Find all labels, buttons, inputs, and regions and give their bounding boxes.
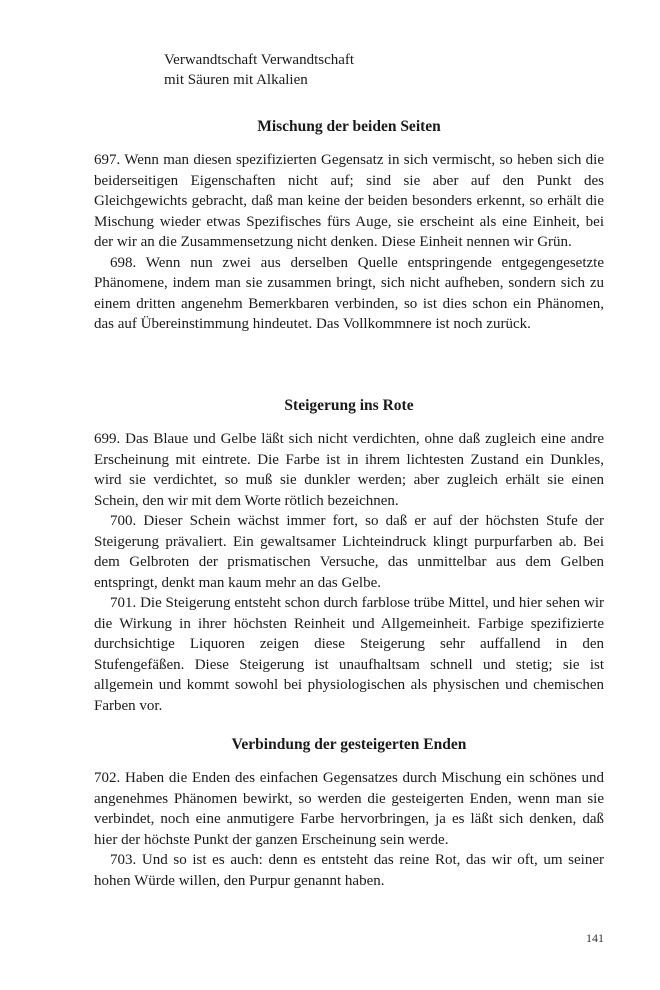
paragraph-702: 702. Haben die Enden des einfachen Gegensatzes durch Mischung ein schönes und angenehmes Phänomen bewirkt, so werden die gesteigerten Enden, wenn man sie verbindet, noch eine anmutigere Farbe hervorbringen, ja es läßt sich denken, daß hier der höchste Punkt der ganzen Erscheinung sein werde. [94,770,604,848]
section-heading-mischung: Mischung der beiden Seiten [257,118,441,135]
table-line: mit Säuren mit Alkalien [164,72,308,88]
section-heading-steigerung: Steigerung ins Rote [284,397,414,414]
paragraph-698: 698. Wenn nun zwei aus derselben Quelle entspringende entgegengesetzte Phänomene, indem man sie zusammen bringt, sich nicht aufheben, sondern sich zu einem dritten angenehm Bemerkbaren verbinden, so ist dies schon ein Phänomen, das auf Übereinstimmung hindeutet. Das Vollkommnere ist noch zurück. [94,254,604,332]
page-number: 141 [586,931,604,945]
table-line: Verwandtschaft Verwandtschaft [164,52,355,68]
table-fragment [164,50,354,90]
section-heading-verbindung: Verbindung der gesteigerten Enden [231,736,467,753]
section-body-verbindung [94,768,604,891]
section-body-steigerung [94,429,604,716]
paragraph-700: 700. Dieser Schein wächst immer fort, so daß er auf der höchsten Stufe der Steigerung prävaliert. Ein gewaltsamer Lichteindruck klingt purpurfarben ab. Bei dem Gelbroten der prismatischen Versuche, das unmittelbar aus dem Gelben entspringt, denkt man kaum mehr an das Gelbe. [94,513,604,591]
section-body-mischung [94,150,604,335]
paragraph-699: 699. Das Blaue und Gelbe läßt sich nicht verdichten, ohne daß zugleich eine andre Erscheinung mit eintrete. Die Farbe ist in ihrem lichtesten Zustand ein Dunkles, wird sie verdichtet, so muß sie dunkler werden; aber zugleich erhält sie einen Schein, den wir mit dem Worte rötlich bezeichnen. [94,431,604,509]
paragraph-703: 703. Und so ist es auch: denn es entsteht das reine Rot, das wir oft, um seiner hohen Würde willen, den Purpur genannt haben. [94,852,604,889]
paragraph-697: 697. Wenn man diesen spezifizierten Gegensatz in sich vermischt, so heben sich die beiderseitigen Eigenschaften nicht auf; sind sie aber auf den Punkt des Gleichgewichts gebracht, daß man keine der beiden besonders erkennt, so erhält die Mischung wieder etwas Spezifisches fürs Auge, sie erscheint als eine Einheit, bei der wir an die Zusammensetzung nicht denken. Diese Einheit nennen wir Grün. [94,152,604,250]
paragraph-701: 701. Die Steigerung entsteht schon durch farblose trübe Mittel, und hier sehen wir die Wirkung in ihrer höchsten Reinheit und Allgemeinheit. Farbige spezifizierte durchsichtige Liquoren zeigen diese Steigerung sehr auffallend in den Stufengefäßen. Diese Steigerung ist unaufhaltsam schnell und stetig; sie ist allgemein und kommt sowohl bei physiologischen als physischen und chemischen Farben vor. [94,595,604,714]
